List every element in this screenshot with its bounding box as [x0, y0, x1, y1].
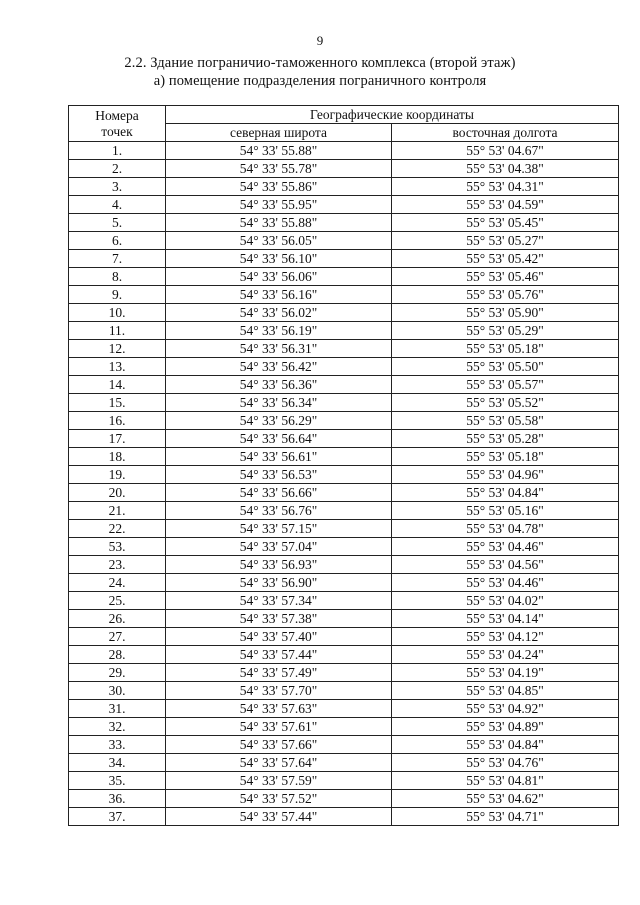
table-body	[69, 142, 619, 826]
longitude-cell: 55° 53' 04.71"	[392, 808, 619, 826]
longitude-cell: 55° 53' 04.02"	[392, 592, 619, 610]
latitude-cell: 54° 33' 57.52"	[166, 790, 392, 808]
latitude-cell: 54° 33' 56.61"	[166, 448, 392, 466]
latitude-cell: 54° 33' 57.40"	[166, 628, 392, 646]
longitude-cell: 55° 53' 04.96"	[392, 466, 619, 484]
longitude-cell: 55° 53' 04.38"	[392, 160, 619, 178]
latitude-cell: 54° 33' 57.15"	[166, 520, 392, 538]
table-row	[69, 232, 619, 250]
section-heading: 2.2. Здание пограничио-таможенного комплекса (второй этаж)	[124, 55, 516, 71]
latitude-cell: 54° 33' 55.95"	[166, 196, 392, 214]
longitude-cell: 55° 53' 04.46"	[392, 538, 619, 556]
point-number-cell: 9.	[69, 286, 166, 304]
column-header-longitude: восточная долгота	[392, 124, 619, 142]
longitude-cell: 55° 53' 05.90"	[392, 304, 619, 322]
point-number-cell: 20.	[69, 484, 166, 502]
longitude-cell: 55° 53' 05.18"	[392, 340, 619, 358]
latitude-cell: 54° 33' 56.16"	[166, 286, 392, 304]
table-row	[69, 448, 619, 466]
table-row	[69, 682, 619, 700]
latitude-cell: 54° 33' 56.19"	[166, 322, 392, 340]
longitude-cell: 55° 53' 05.18"	[392, 448, 619, 466]
point-number-cell: 30.	[69, 682, 166, 700]
table-row	[69, 610, 619, 628]
latitude-cell: 54° 33' 57.70"	[166, 682, 392, 700]
table-row	[69, 484, 619, 502]
latitude-cell: 54° 33' 56.76"	[166, 502, 392, 520]
table-row	[69, 268, 619, 286]
longitude-cell: 55° 53' 04.12"	[392, 628, 619, 646]
column-header-point-number-line1: Номера	[95, 107, 139, 123]
latitude-cell: 54° 33' 57.66"	[166, 736, 392, 754]
latitude-cell: 54° 33' 57.49"	[166, 664, 392, 682]
column-header-latitude: северная широта	[166, 124, 392, 142]
longitude-cell: 55° 53' 04.81"	[392, 772, 619, 790]
longitude-cell: 55° 53' 05.42"	[392, 250, 619, 268]
table-row	[69, 430, 619, 448]
latitude-cell: 54° 33' 56.10"	[166, 250, 392, 268]
table-row	[69, 358, 619, 376]
point-number-cell: 23.	[69, 556, 166, 574]
coordinates-table	[68, 105, 619, 826]
longitude-cell: 55° 53' 05.52"	[392, 394, 619, 412]
table-row	[69, 754, 619, 772]
latitude-cell: 54° 33' 55.86"	[166, 178, 392, 196]
table-row	[69, 556, 619, 574]
point-number-cell: 26.	[69, 610, 166, 628]
table-row	[69, 700, 619, 718]
latitude-cell: 54° 33' 56.06"	[166, 268, 392, 286]
latitude-cell: 54° 33' 57.63"	[166, 700, 392, 718]
longitude-cell: 55° 53' 04.62"	[392, 790, 619, 808]
point-number-cell: 29.	[69, 664, 166, 682]
longitude-cell: 55° 53' 04.89"	[392, 718, 619, 736]
latitude-cell: 54° 33' 57.44"	[166, 808, 392, 826]
point-number-cell: 33.	[69, 736, 166, 754]
point-number-cell: 1.	[69, 142, 166, 160]
table-row	[69, 412, 619, 430]
longitude-cell: 55° 53' 05.28"	[392, 430, 619, 448]
column-header-point-number-line2: точек	[101, 123, 133, 139]
latitude-cell: 54° 33' 56.53"	[166, 466, 392, 484]
point-number-cell: 21.	[69, 502, 166, 520]
point-number-cell: 10.	[69, 304, 166, 322]
point-number-cell: 25.	[69, 592, 166, 610]
point-number-cell: 5.	[69, 214, 166, 232]
longitude-cell: 55° 53' 04.19"	[392, 664, 619, 682]
latitude-cell: 54° 33' 56.36"	[166, 376, 392, 394]
longitude-cell: 55° 53' 04.24"	[392, 646, 619, 664]
longitude-cell: 55° 53' 04.84"	[392, 736, 619, 754]
longitude-cell: 55° 53' 04.92"	[392, 700, 619, 718]
table-row	[69, 376, 619, 394]
point-number-cell: 7.	[69, 250, 166, 268]
table-row	[69, 574, 619, 592]
point-number-cell: 14.	[69, 376, 166, 394]
point-number-cell: 24.	[69, 574, 166, 592]
table-row	[69, 322, 619, 340]
table-row	[69, 178, 619, 196]
latitude-cell: 54° 33' 56.90"	[166, 574, 392, 592]
point-number-cell: 53.	[69, 538, 166, 556]
longitude-cell: 55° 53' 04.31"	[392, 178, 619, 196]
table-row	[69, 340, 619, 358]
latitude-cell: 54° 33' 56.93"	[166, 556, 392, 574]
point-number-cell: 36.	[69, 790, 166, 808]
latitude-cell: 54° 33' 57.44"	[166, 646, 392, 664]
latitude-cell: 54° 33' 56.66"	[166, 484, 392, 502]
point-number-cell: 31.	[69, 700, 166, 718]
table-row	[69, 502, 619, 520]
page-number: 9	[316, 33, 324, 48]
table-row	[69, 790, 619, 808]
point-number-cell: 18.	[69, 448, 166, 466]
table-row	[69, 538, 619, 556]
longitude-cell: 55° 53' 04.59"	[392, 196, 619, 214]
latitude-cell: 54° 33' 57.34"	[166, 592, 392, 610]
longitude-cell: 55° 53' 05.57"	[392, 376, 619, 394]
point-number-cell: 19.	[69, 466, 166, 484]
table-row	[69, 772, 619, 790]
table-row	[69, 664, 619, 682]
table-row	[69, 736, 619, 754]
longitude-cell: 55° 53' 05.45"	[392, 214, 619, 232]
latitude-cell: 54° 33' 56.64"	[166, 430, 392, 448]
latitude-cell: 54° 33' 56.02"	[166, 304, 392, 322]
point-number-cell: 16.	[69, 412, 166, 430]
point-number-cell: 8.	[69, 268, 166, 286]
latitude-cell: 54° 33' 55.88"	[166, 214, 392, 232]
longitude-cell: 55° 53' 04.76"	[392, 754, 619, 772]
longitude-cell: 55° 53' 05.27"	[392, 232, 619, 250]
table-row	[69, 196, 619, 214]
point-number-cell: 22.	[69, 520, 166, 538]
point-number-cell: 15.	[69, 394, 166, 412]
table-row	[69, 646, 619, 664]
latitude-cell: 54° 33' 56.05"	[166, 232, 392, 250]
table-row	[69, 214, 619, 232]
point-number-cell: 17.	[69, 430, 166, 448]
table-row	[69, 286, 619, 304]
table-row	[69, 394, 619, 412]
point-number-cell: 11.	[69, 322, 166, 340]
point-number-cell: 34.	[69, 754, 166, 772]
point-number-cell: 37.	[69, 808, 166, 826]
longitude-cell: 55° 53' 04.84"	[392, 484, 619, 502]
latitude-cell: 54° 33' 57.64"	[166, 754, 392, 772]
column-header-point-number	[69, 106, 166, 142]
table-row	[69, 304, 619, 322]
latitude-cell: 54° 33' 55.78"	[166, 160, 392, 178]
table-header	[69, 106, 619, 142]
longitude-cell: 55° 53' 04.46"	[392, 574, 619, 592]
longitude-cell: 55° 53' 04.56"	[392, 556, 619, 574]
point-number-cell: 6.	[69, 232, 166, 250]
longitude-cell: 55° 53' 05.29"	[392, 322, 619, 340]
point-number-cell: 32.	[69, 718, 166, 736]
point-number-cell: 2.	[69, 160, 166, 178]
longitude-cell: 55° 53' 05.46"	[392, 268, 619, 286]
table-row	[69, 628, 619, 646]
longitude-cell: 55° 53' 04.67"	[392, 142, 619, 160]
longitude-cell: 55° 53' 05.50"	[392, 358, 619, 376]
latitude-cell: 54° 33' 57.61"	[166, 718, 392, 736]
latitude-cell: 54° 33' 55.88"	[166, 142, 392, 160]
latitude-cell: 54° 33' 56.42"	[166, 358, 392, 376]
table-row	[69, 142, 619, 160]
table-row	[69, 250, 619, 268]
longitude-cell: 55° 53' 04.14"	[392, 610, 619, 628]
latitude-cell: 54° 33' 56.29"	[166, 412, 392, 430]
latitude-cell: 54° 33' 57.59"	[166, 772, 392, 790]
table-row	[69, 466, 619, 484]
section-subheading: а) помещение подразделения пограничного контроля	[153, 73, 487, 89]
longitude-cell: 55° 53' 04.78"	[392, 520, 619, 538]
latitude-cell: 54° 33' 57.04"	[166, 538, 392, 556]
point-number-cell: 13.	[69, 358, 166, 376]
column-group-header-coordinates: Географические координаты	[166, 106, 619, 124]
longitude-cell: 55° 53' 04.85"	[392, 682, 619, 700]
point-number-cell: 3.	[69, 178, 166, 196]
table-row	[69, 808, 619, 826]
longitude-cell: 55° 53' 05.58"	[392, 412, 619, 430]
longitude-cell: 55° 53' 05.16"	[392, 502, 619, 520]
latitude-cell: 54° 33' 56.31"	[166, 340, 392, 358]
table-row	[69, 718, 619, 736]
table-row	[69, 160, 619, 178]
table-row	[69, 592, 619, 610]
point-number-cell: 35.	[69, 772, 166, 790]
point-number-cell: 27.	[69, 628, 166, 646]
longitude-cell: 55° 53' 05.76"	[392, 286, 619, 304]
point-number-cell: 12.	[69, 340, 166, 358]
point-number-cell: 28.	[69, 646, 166, 664]
latitude-cell: 54° 33' 57.38"	[166, 610, 392, 628]
point-number-cell: 4.	[69, 196, 166, 214]
table-row	[69, 520, 619, 538]
latitude-cell: 54° 33' 56.34"	[166, 394, 392, 412]
